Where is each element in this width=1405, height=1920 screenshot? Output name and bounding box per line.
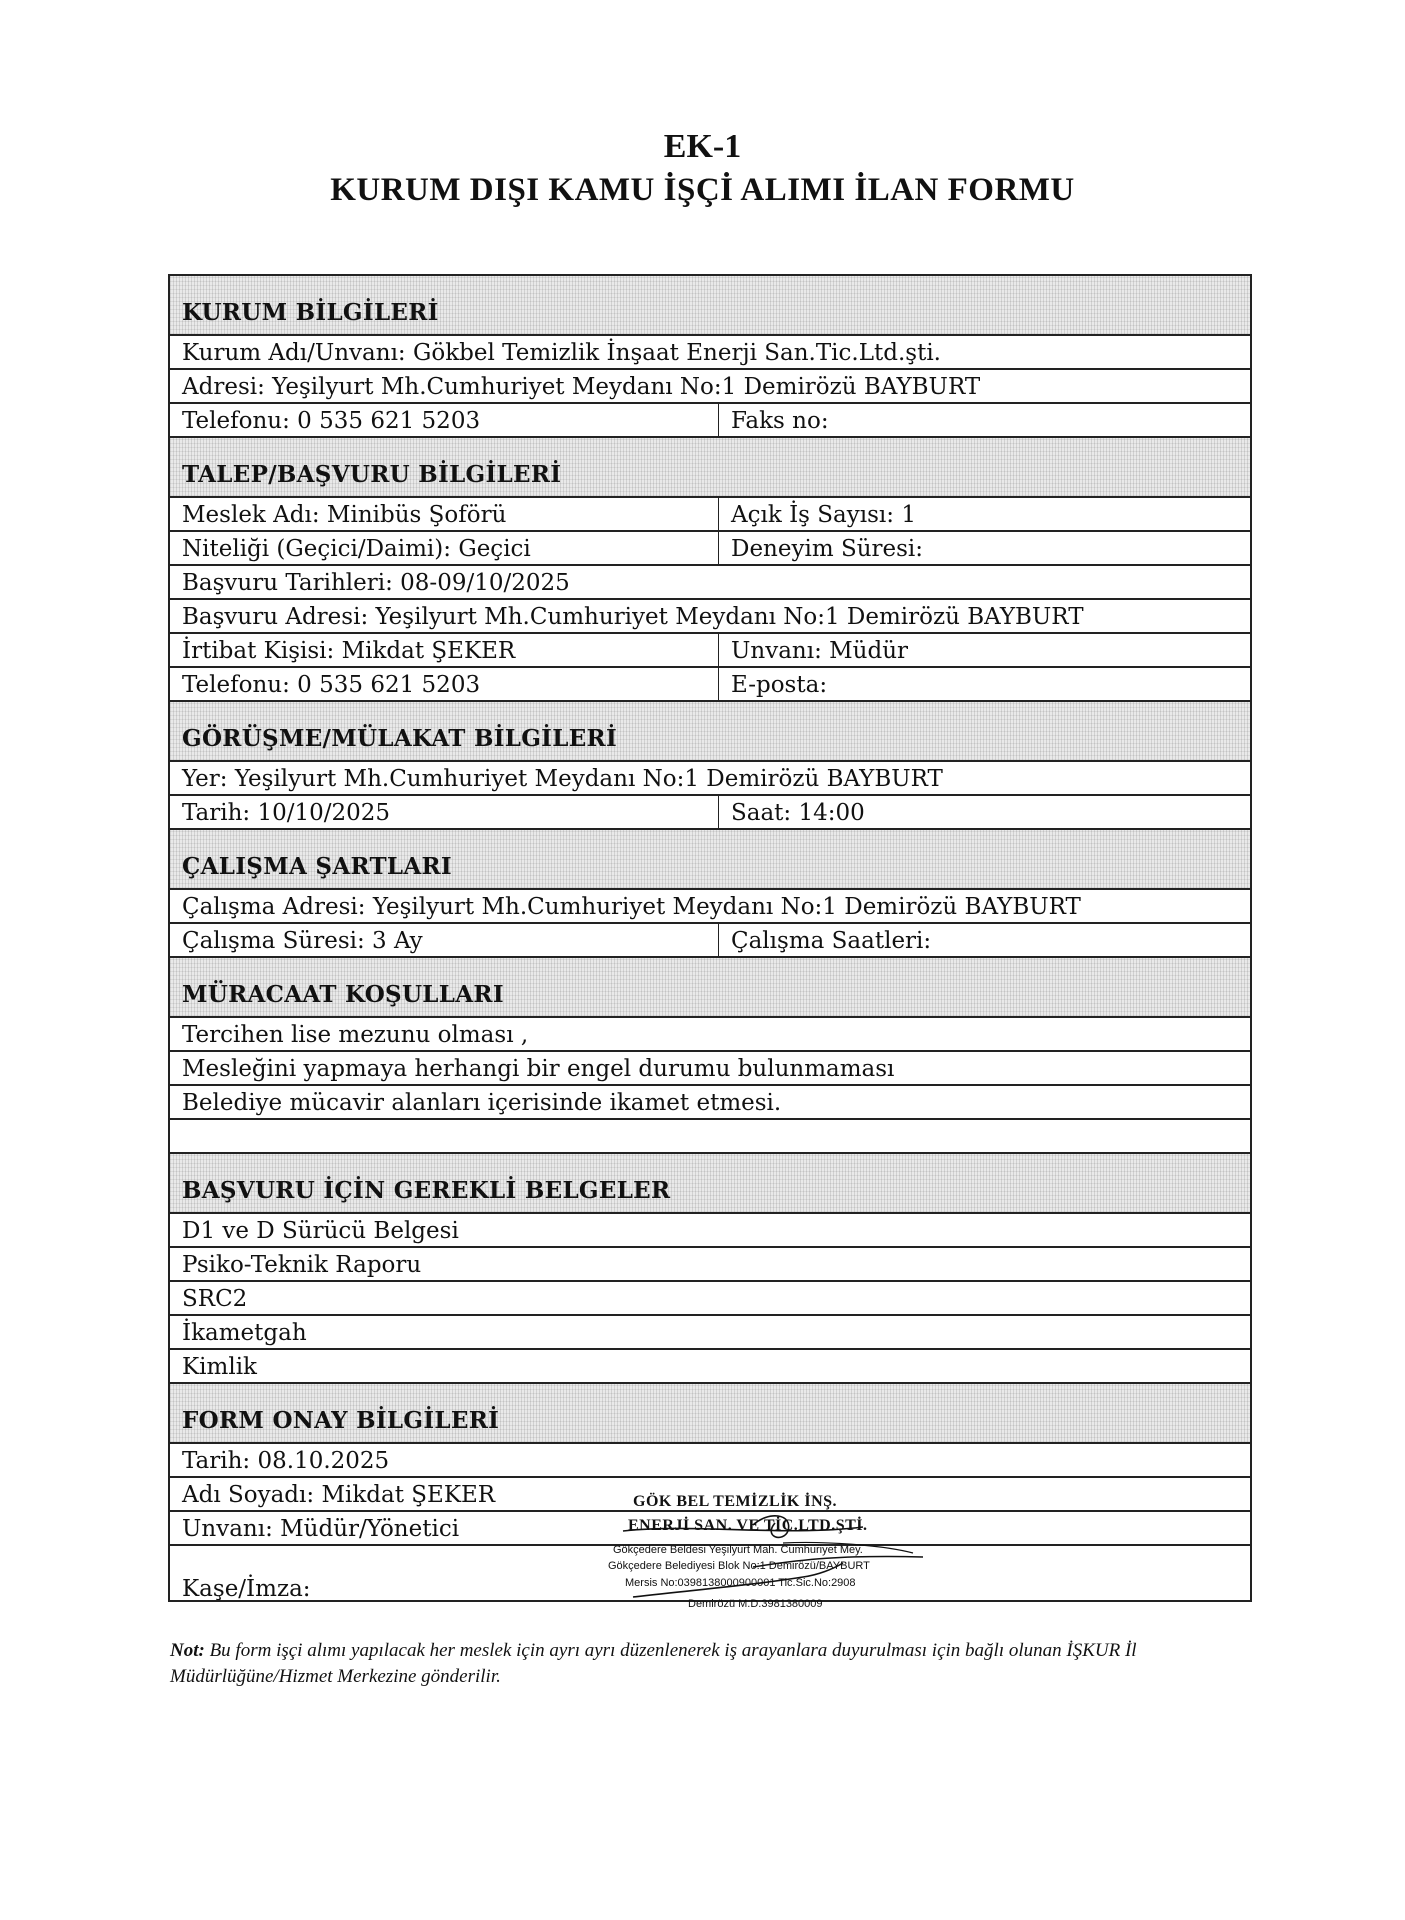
section-heading: MÜRACAAT KOŞULLARI (182, 981, 504, 1008)
section-talep (170, 438, 1250, 498)
section-kurum (170, 276, 1250, 336)
section-onay (170, 1384, 1250, 1444)
table-row (170, 370, 1250, 404)
stamp-line: ENERJİ SAN. VE TİC.LTD.ŞTİ. (628, 1517, 868, 1534)
contact-title: Unvanı: Müdür (731, 638, 909, 664)
application-dates: Başvuru Tarihleri: 08-09/10/2025 (182, 570, 570, 596)
table-row (170, 634, 1250, 668)
empty-row (170, 1120, 1250, 1154)
table-row (170, 1316, 1250, 1350)
document-item: SRC2 (182, 1286, 248, 1312)
institution-fax: Faks no: (731, 408, 829, 434)
experience-duration: Deneyim Süresi: (731, 536, 924, 562)
institution-phone: Telefonu: 0 535 621 5203 (170, 404, 719, 436)
occupation-name: Meslek Adı: Minibüs Şoförü (170, 498, 719, 530)
approver-title: Unvanı: Müdür/Yönetici (182, 1516, 460, 1542)
table-row (170, 1214, 1250, 1248)
condition-item: Tercihen lise mezunu olması , (182, 1022, 529, 1048)
stamp-line: GÖK BEL TEMİZLİK İNŞ. (633, 1493, 838, 1510)
section-heading: GÖRÜŞME/MÜLAKAT BİLGİLERİ (182, 725, 617, 752)
condition-item: Belediye mücavir alanları içerisinde ikamet etmesi. (182, 1090, 782, 1116)
approval-date: Tarih: 08.10.2025 (182, 1448, 390, 1474)
stamp-signature-label: Kaşe/İmza: (182, 1576, 311, 1600)
stamp-line: Gökçedere Beldesi Yeşilyurt Mah. Cumhuriyet Mey. (613, 1544, 863, 1556)
stamp-line: Demirözü M.D.3981380009 (688, 1598, 823, 1610)
table-row (170, 498, 1250, 532)
table-row (170, 668, 1250, 702)
application-address: Başvuru Adresi: Yeşilyurt Mh.Cumhuriyet Meydanı No:1 Demirözü BAYBURT (182, 604, 1084, 630)
section-heading: KURUM BİLGİLERİ (182, 299, 439, 326)
table-row (170, 1350, 1250, 1384)
table-row (170, 1086, 1250, 1120)
section-belgeler (170, 1154, 1250, 1214)
interview-time: Saat: 14:00 (731, 800, 865, 826)
section-heading: TALEP/BAŞVURU BİLGİLERİ (182, 461, 562, 488)
job-nature: Niteliği (Geçici/Daimi): Geçici (170, 532, 719, 564)
table-row (170, 796, 1250, 830)
section-muracaat (170, 958, 1250, 1018)
institution-address: Adresi: Yeşilyurt Mh.Cumhuriyet Meydanı No:1 Demirözü BAYBURT (182, 374, 981, 400)
table-row (170, 1248, 1250, 1282)
condition-item: Mesleğini yapmaya herhangi bir engel durumu bulunmaması (182, 1056, 895, 1082)
interview-date: Tarih: 10/10/2025 (170, 796, 719, 828)
table-row (170, 1052, 1250, 1086)
stamp-line: Gökçedere Belediyesi Blok No:1 Demirözü/BAYBURT (608, 1560, 870, 1572)
approver-name: Adı Soyadı: Mikdat ŞEKER (182, 1482, 496, 1508)
table-row (170, 600, 1250, 634)
announcement-form-table (168, 274, 1252, 1602)
section-gorusme (170, 702, 1250, 762)
open-positions: Açık İş Sayısı: 1 (731, 502, 916, 528)
section-heading: BAŞVURU İÇİN GEREKLİ BELGELER (182, 1177, 671, 1204)
section-heading: ÇALIŞMA ŞARTLARI (182, 853, 452, 880)
section-calisma (170, 830, 1250, 890)
institution-name: Kurum Adı/Unvanı: Gökbel Temizlik İnşaat Enerji San.Tic.Ltd.şti. (182, 340, 941, 366)
work-duration: Çalışma Süresi: 3 Ay (170, 924, 719, 956)
annex-label: EK-1 (663, 128, 742, 165)
contact-email: E-posta: (731, 672, 828, 698)
table-row (170, 532, 1250, 566)
work-hours: Çalışma Saatleri: (731, 928, 932, 954)
note-label: Not: (170, 1640, 205, 1661)
work-address: Çalışma Adresi: Yeşilyurt Mh.Cumhuriyet Meydanı No:1 Demirözü BAYBURT (182, 894, 1081, 920)
interview-place: Yer: Yeşilyurt Mh.Cumhuriyet Meydanı No:1 Demirözü BAYBURT (182, 766, 943, 792)
contact-phone: Telefonu: 0 535 621 5203 (170, 668, 719, 700)
table-row (170, 1018, 1250, 1052)
contact-person: İrtibat Kişisi: Mikdat ŞEKER (170, 634, 719, 666)
document-item: İkametgah (182, 1320, 307, 1346)
section-heading: FORM ONAY BİLGİLERİ (182, 1407, 500, 1434)
table-row (170, 924, 1250, 958)
table-row (170, 1444, 1250, 1478)
table-row (170, 404, 1250, 438)
document-item: D1 ve D Sürücü Belgesi (182, 1218, 459, 1244)
company-stamp (603, 1493, 963, 1618)
table-row (170, 566, 1250, 600)
table-row (170, 1282, 1250, 1316)
table-row (170, 336, 1250, 370)
table-row (170, 762, 1250, 796)
note-text: Bu form işçi alımı yapılacak her meslek için ayrı ayrı düzenlenerek iş arayanlara duyurulması için bağlı olunan İŞKUR İl Müdürlüğüne/Hizmet Merkezine gönderilir. (170, 1640, 1137, 1687)
form-title: KURUM DIŞI KAMU İŞÇİ ALIMI İLAN FORMU (330, 172, 1075, 208)
stamp-line: Mersis No:0398138000900001 Tic.Sic.No:2908 (625, 1577, 856, 1589)
footnote (170, 1638, 1250, 1690)
table-row (170, 890, 1250, 924)
document-item: Kimlik (182, 1354, 257, 1380)
document-item: Psiko-Teknik Raporu (182, 1252, 422, 1278)
signature-scribble (603, 1493, 963, 1618)
